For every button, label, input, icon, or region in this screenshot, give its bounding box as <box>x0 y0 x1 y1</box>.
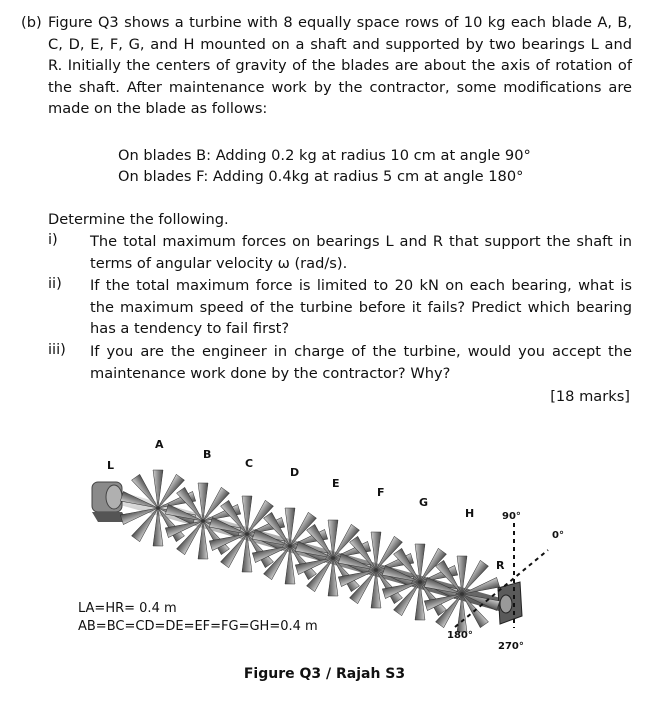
subquestion-1-num: i) <box>48 231 58 248</box>
dimension-bearing-gap: LA=HR= 0.4 m <box>78 601 177 616</box>
modification-b: On blades B: Adding 0.2 kg at radius 10 cm at angle 90° <box>118 147 531 164</box>
angle-label-90: 90° <box>502 511 521 522</box>
question-text: Figure Q3 shows a turbine with 8 equally space rows of 10 kg each blade A, B, C, D, E, F, G, and H mounted on a shaft and supported by two bearings L and R. Initially the centers of gravity of the blades are about the axis of rotation of the shaft. After maintenance work by the contractor, some modifications are made on the blade as follows: <box>48 14 632 117</box>
angle-label-180: 180° <box>447 630 473 641</box>
modifications-list <box>118 145 531 187</box>
modification-f: On blades F: Adding 0.4kg at radius 5 cm at angle 180° <box>118 168 524 185</box>
blade-label-b: B <box>203 448 212 461</box>
blade-label-a: A <box>155 438 164 451</box>
blade-row-e <box>295 520 370 596</box>
blade-row-g <box>382 544 457 620</box>
angle-label-270: 270° <box>498 641 524 652</box>
blade-label-h: H <box>465 507 475 520</box>
question-paragraph <box>21 12 632 120</box>
blade-label-e: E <box>332 477 340 490</box>
bearing-label-r: R <box>496 559 505 572</box>
blade-label-g: G <box>419 496 429 509</box>
figure-caption: Figure Q3 / Rajah S3 <box>243 666 406 682</box>
question-label: (b) <box>21 14 42 31</box>
bearing-label-l: L <box>107 459 115 472</box>
marks: [18 marks] <box>550 388 630 405</box>
subquestion-1-text: The total maximum forces on bearings L and R that support the shaft in terms of angular velocity ω (rad/s). <box>90 233 632 272</box>
blade-row-f <box>338 532 413 608</box>
dimension-blade-spacing: AB=BC=CD=DE=EF=FG=GH=0.4 m <box>78 619 318 634</box>
turbine-figure <box>0 420 649 660</box>
subquestion-2-text: If the total maximum force is limited to 20 kN on each bearing, what is the maximum speed of the turbine before it fails? Predict which bearing has a tendency to fail first? <box>90 277 632 337</box>
blade-row-d <box>252 508 327 584</box>
subquestion-3-text: If you are the engineer in charge of the turbine, would you accept the maintenance work done by the contractor? Why? <box>90 343 632 382</box>
subquestion-3-num: iii) <box>48 341 66 358</box>
bearing-right-shape <box>498 582 522 624</box>
blade-row-c <box>209 496 284 572</box>
blade-label-f: F <box>377 486 385 499</box>
subquestion-2-num: ii) <box>48 275 62 292</box>
determine-heading: Determine the following. <box>48 211 229 228</box>
blade-label-c: C <box>245 457 254 470</box>
blade-label-d: D <box>290 466 300 479</box>
blade-row-b <box>165 483 240 559</box>
angle-label-0: 0° <box>552 530 564 541</box>
